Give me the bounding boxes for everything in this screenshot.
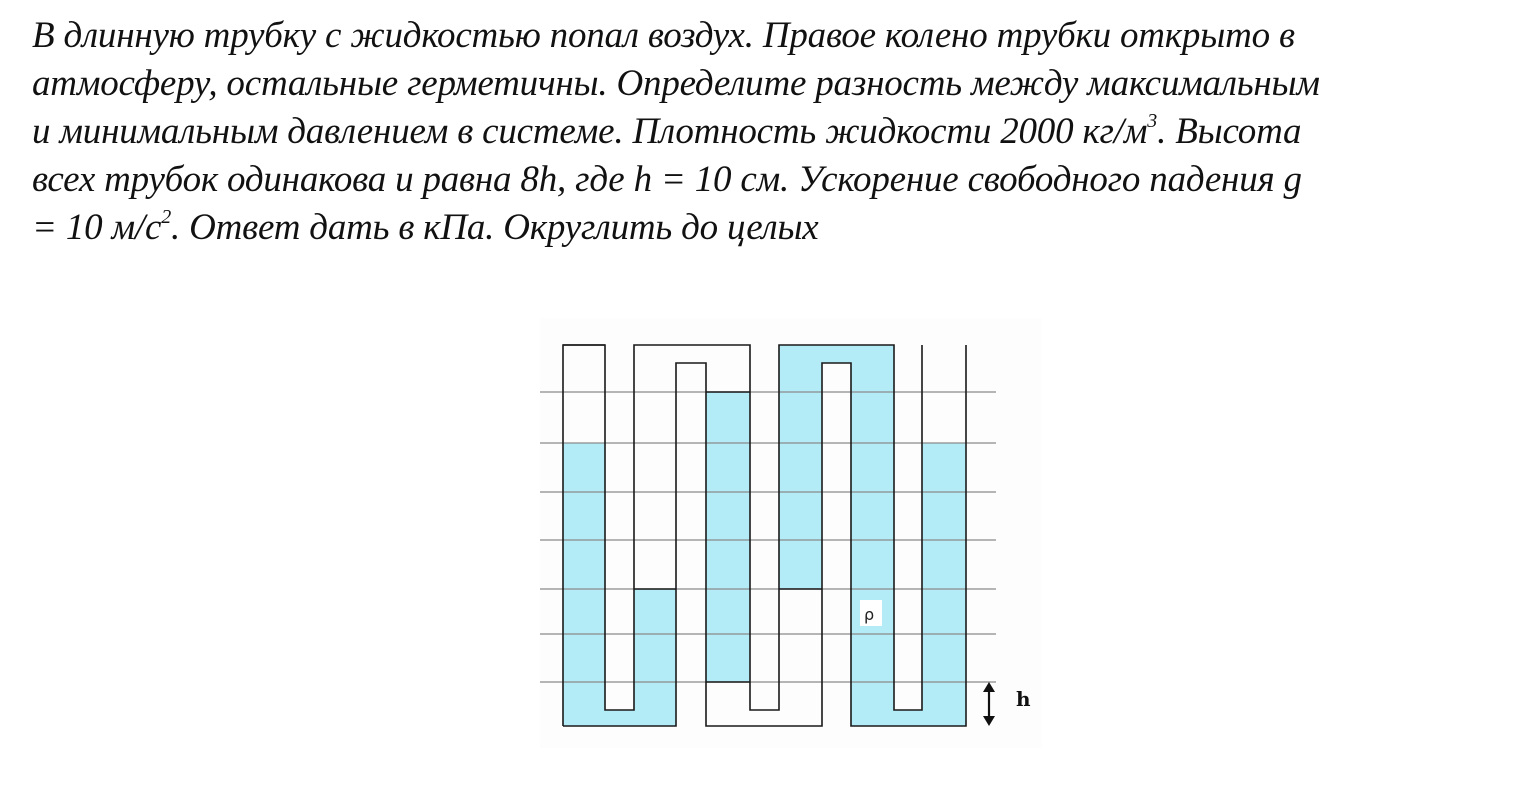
liquid-column-2 — [634, 589, 676, 726]
problem-line-4: всех трубок одинакова и равна 8h, где h = 10 см. Ускорение свободного падения g — [32, 159, 1302, 200]
problem-line-2: атмосферу, остальные герметичны. Определите разность между максимальным — [32, 63, 1320, 104]
liquid-bottom-1 — [605, 710, 634, 726]
cubic-exponent: 3 — [1147, 110, 1158, 132]
problem-line-5-tail: . Ответ дать в кПа. Округлить до целых — [171, 207, 819, 248]
liquid-bottom-3 — [894, 710, 922, 726]
problem-line-3-main: и минимальным давлением в системе. Плотность жидкости 2000 кг/м — [32, 111, 1148, 152]
liquid-column-1 — [563, 443, 605, 726]
height-scale-arrow-icon — [983, 682, 995, 726]
tube-walls — [563, 345, 966, 726]
problem-line-3-tail: . Высота — [1157, 111, 1302, 152]
problem-line-1: В длинную трубку с жидкостью попал воздух. Правое колено трубки открыто в — [32, 15, 1295, 56]
tube-diagram — [540, 318, 1042, 748]
density-label: ρ — [864, 605, 875, 624]
liquid-regions — [563, 345, 966, 726]
liquid-top-bend-3 — [822, 345, 894, 363]
tube-diagram-svg — [540, 318, 1042, 748]
liquid-column-4 — [706, 392, 750, 682]
liquid-column-6 — [851, 363, 894, 726]
problem-line-3 — [32, 108, 1522, 156]
problem-statement — [32, 12, 1522, 252]
liquid-column-5 — [779, 345, 822, 589]
problem-line-5-main: = 10 м/с — [32, 207, 162, 248]
squared-exponent: 2 — [161, 206, 171, 228]
tube-inner-wall — [563, 345, 966, 726]
height-scale-label: h — [1016, 687, 1031, 711]
liquid-column-8 — [922, 443, 966, 726]
problem-line-5 — [32, 204, 1522, 252]
